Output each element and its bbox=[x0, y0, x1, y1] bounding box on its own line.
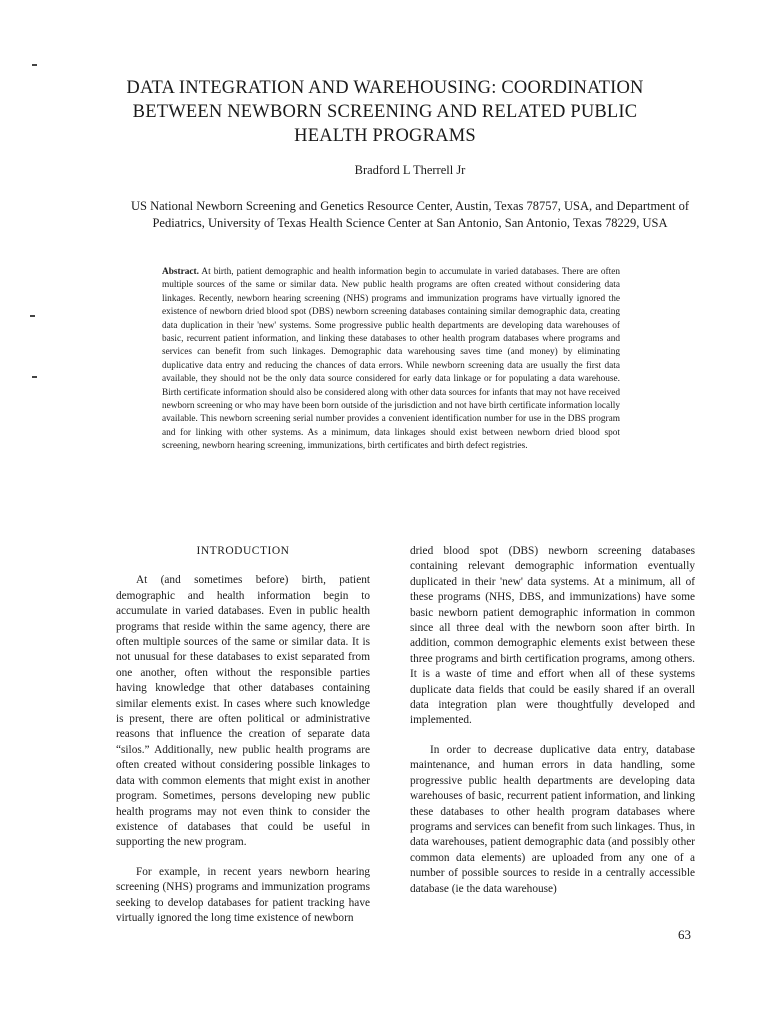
abstract-text: At birth, patient demographic and health information begin to accumulate in varied databases. There are often multiple sources of the same or similar data. New public health programs are often created without considering data linkages. Recently, newborn hearing screening (NHS) programs and immunization programs have virtually ignored the existence of newborn dried blood spot (DBS) newborn screening databases containing similar demographic data, creating data duplication in their 'new' systems. Some progressive public health departments are developing data warehouses of basic, recurrent patient information, and linking these databases to other health program databases where programs and services can benefit from such linkages. Demographic data warehousing saves time (and money) by eliminating duplicative data entry and reducing the chances of data errors. While newborn screening data are usually the first data available, they should not be the only data source considered for early data linkage or for populating a data warehouse. Birth certificate information should also be considered along with other data sources for infants that may not have received newborn screening or who may have been born outside of the jurisdiction and not have birth certificate information locally available. This newborn screening serial number provides a convenient identification number for use in the DBS program and for linking with other systems. As a minimum, data linkages should exist between newborn dried blood spot screening, newborn hearing screening, immunizations, birth certificates and birth defect registries. bbox=[162, 267, 620, 452]
intro-paragraph-3: In order to decrease duplicative data entry, database maintenance, and human errors in data handling, some progressive public health departments are developing data warehouses of basic, recurrent patient information, and linking these databases to other health program databases where programs and services can benefit from such linkages. Thus, in data warehouses, patient demographic data (and possibly other common data elements) are uploaded from any one of a number of possible sources to reside in a centrally accessible database (ie the data warehouse) bbox=[410, 743, 695, 895]
author-name: Bradford L Therrell Jr bbox=[354, 163, 466, 177]
page-number: 63 bbox=[678, 927, 691, 942]
intro-paragraph-continued: dried blood spot (DBS) newborn screening databases containing relevant demographic information eventually duplicated in their 'new' data systems. At a minimum, all of these programs (NHS, DBS, and immunizations) have some basic newborn patient demographic information in common since all three deal with the newborn soon after birth. In addition, common demographic elements exist between these three programs and birth certification programs, among others. It is a waste of time and effort when all of these systems duplicate data fields that could be easily shared if an overall data integration plan were thoughtfully developed and implemented. bbox=[410, 545, 695, 727]
intro-paragraph-1: At (and sometimes before) birth, patient demographic and health information begin to accumulate in varied databases. Even in public health programs that reside within the same agency, there are often multiple sources of the same or similar data. It is not unusual for these databases to exist separated from one another, often without the responsible parties having knowledge that other databases containing similar elements exist. In cases where such knowledge is present, there are often political or administrative reasons that influence the creation of separate data “silos.” Additionally, new public health programs are often created without considering possible linkages to data with common elements that might exist in another program. Sometimes, persons developing new public health programs may not even think to consider the existence of databases that could be useful in supporting the new program. bbox=[116, 574, 370, 849]
scan-speck bbox=[30, 315, 35, 317]
left-column bbox=[116, 544, 370, 940]
author-affiliation: US National Newborn Screening and Genetics Resource Center, Austin, Texas 78757, USA, and Department of Pediatrics, University of Texas Health Science Center at San Antonio, San Antonio, Texas 78229, USA bbox=[131, 199, 689, 230]
abstract bbox=[162, 266, 620, 454]
scan-speck bbox=[32, 376, 37, 378]
abstract-label: Abstract. bbox=[162, 267, 199, 277]
right-column bbox=[410, 544, 695, 911]
scan-speck bbox=[32, 64, 37, 66]
section-heading-introduction: INTRODUCTION bbox=[196, 545, 290, 557]
intro-paragraph-2: For example, in recent years newborn hearing screening (NHS) programs and immunization programs seeking to develop databases for patient tracking have virtually ignored the long time existence of newborn bbox=[116, 865, 370, 924]
paper-title: DATA INTEGRATION AND WAREHOUSING: COORDINATION BETWEEN NEWBORN SCREENING AND RELATED PUBLIC HEALTH PROGRAMS bbox=[126, 78, 644, 146]
